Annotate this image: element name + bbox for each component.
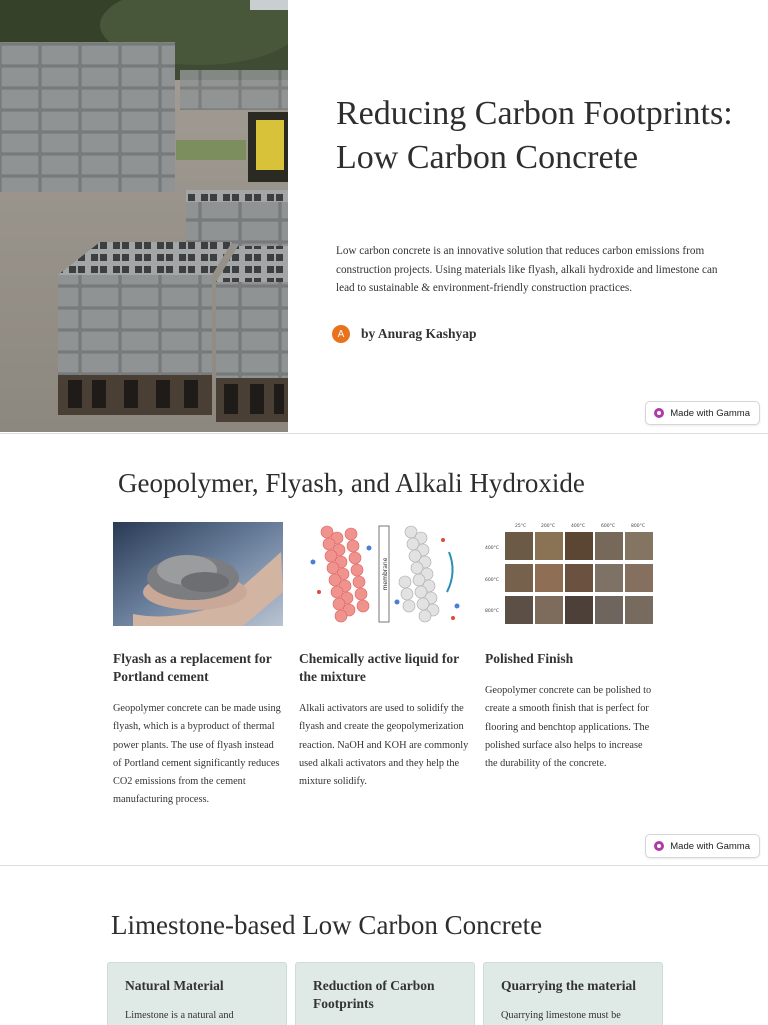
temp-label: 400°C <box>571 524 585 529</box>
card-alkali-activator <box>299 522 469 791</box>
section-title: Geopolymer, Flyash, and Alkali Hydroxide <box>118 468 585 498</box>
card-title: Reduction of Carbon Footprints <box>313 978 435 1011</box>
intro-paragraph: Low carbon concrete is an innovative solution that reduces carbon emissions from construction projects. Using materials like flyash, alkali hydroxide and limestone can lead to sustainable & environment-friendly construction practices. <box>336 245 718 295</box>
page-title: Reducing Carbon Footprints: Low Carbon Concrete <box>336 95 733 176</box>
column-title: Chemically active liquid for the mixture <box>299 651 459 684</box>
temp-label: 200°C <box>541 524 555 529</box>
membrane-label: membrane <box>382 557 389 591</box>
column-title: Polished Finish <box>485 651 574 666</box>
temp-label: 800°C <box>631 524 645 529</box>
gamma-badge-label: Made with Gamma <box>670 840 750 852</box>
temp-label: 25°C <box>515 524 527 529</box>
membrane-diagram-image <box>299 522 469 626</box>
slide-title <box>0 0 768 432</box>
card-body: Limestone is a natural and <box>125 1010 234 1021</box>
author-byline[interactable] <box>332 325 477 343</box>
author-avatar[interactable]: A <box>332 325 350 343</box>
card-body: Quarrying limestone must be <box>501 1010 621 1021</box>
temp-label: 600°C <box>485 578 499 583</box>
column-body: Alkali activators are used to solidify the flyash and create the geopolymerization reaction. NaOH and KOH are commonly used alkali activators and they help the mixture solidify. <box>299 703 469 788</box>
concrete-blocks-photo <box>0 0 288 432</box>
flyash-hand-image <box>113 522 283 626</box>
temp-label: 600°C <box>601 524 615 529</box>
card-carbon-reduction <box>295 962 475 1025</box>
author-name[interactable]: by Anurag Kashyap <box>361 326 477 341</box>
card-quarrying <box>483 962 663 1025</box>
card-title: Quarrying the material <box>501 978 636 993</box>
column-body: Geopolymer concrete can be polished to create a smooth finish that is perfect for flooring and benchtop applications. The polished surface also helps to increase the durability of the concrete. <box>485 685 652 770</box>
card-title: Natural Material <box>125 978 224 993</box>
temp-label: 800°C <box>485 609 499 614</box>
slide-limestone <box>0 865 768 1025</box>
column-title: Flyash as a replacement for Portland cement <box>113 651 272 684</box>
made-with-gamma-button[interactable] <box>645 834 760 858</box>
polished-samples-image <box>485 522 655 626</box>
section-title: Limestone-based Low Carbon Concrete <box>111 910 543 940</box>
gamma-badge-label: Made with Gamma <box>670 407 750 419</box>
card-flyash <box>113 522 283 810</box>
gamma-logo-icon <box>654 408 664 418</box>
card-natural-material <box>107 962 287 1025</box>
card-polished-finish <box>485 522 655 773</box>
made-with-gamma-button[interactable] <box>645 401 760 425</box>
gamma-logo-icon <box>654 841 664 851</box>
column-body: Geopolymer concrete can be made using flyash, which is a byproduct of thermal power plants. The use of flyash instead of Portland cement significantly reduces CO2 emissions from the cement manufacturing process. <box>113 703 281 806</box>
slide-geopolymer <box>0 433 768 865</box>
temp-label: 400°C <box>485 546 499 551</box>
